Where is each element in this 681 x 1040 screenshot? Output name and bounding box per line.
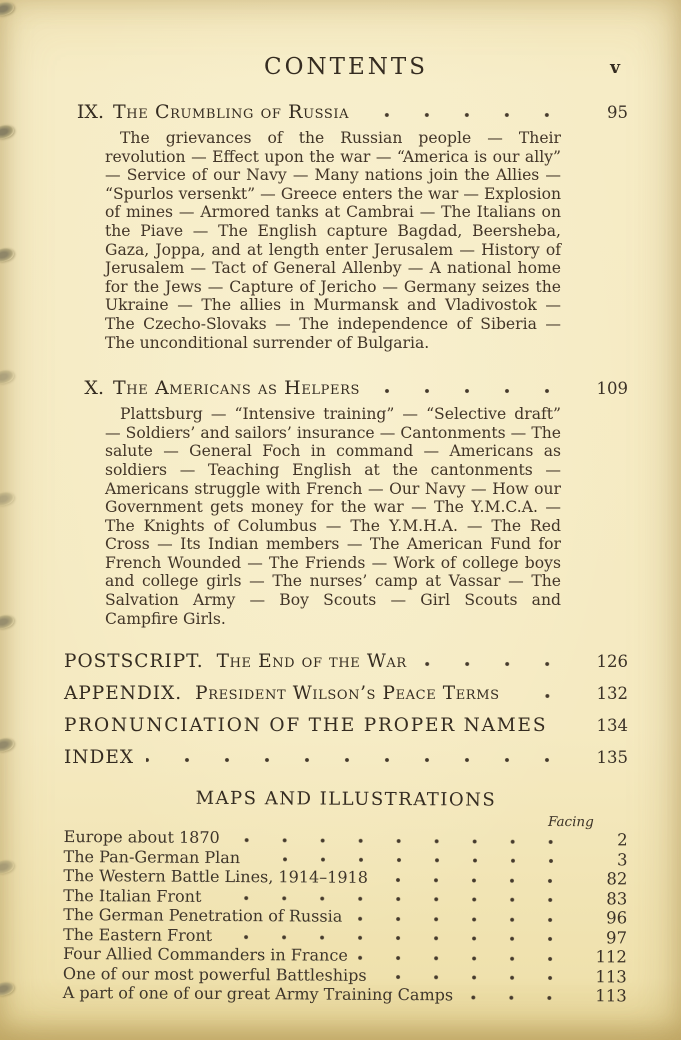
binding-stitch-mark — [0, 736, 15, 754]
dot-leader — [211, 895, 585, 903]
backmatter-title: The End of the War — [216, 651, 407, 673]
dot-leader — [378, 877, 586, 884]
map-page-number: 113 — [595, 966, 627, 987]
binding-stitch-mark — [0, 0, 15, 17]
map-title: The Italian Front — [63, 885, 202, 906]
backmatter-row-pronunciation — [64, 715, 628, 736]
dot-leader — [230, 837, 586, 845]
binding-stitch-mark — [0, 858, 15, 876]
binding-stitch-mark — [0, 490, 15, 508]
map-title: A part of one of our great Army Training Camps — [62, 983, 454, 1005]
binding-stitch-mark — [0, 123, 15, 141]
maps-and-illustrations-section — [63, 787, 628, 1006]
dot-leader — [372, 388, 584, 394]
map-title: Four Allied Commanders in France — [62, 944, 348, 965]
dot-leader — [377, 974, 585, 981]
map-page-number: 112 — [595, 947, 628, 967]
backmatter-page-number: 132 — [596, 684, 628, 704]
dot-leader — [463, 994, 585, 1001]
map-title: The Eastern Front — [63, 924, 213, 945]
backmatter-title: President Wilson’s Peace Terms — [195, 683, 500, 705]
backmatter-label: PRONUNCIATION OF THE PROPER NAMES — [64, 715, 548, 737]
map-page-number: 2 — [617, 830, 628, 850]
chapter-numeral: X. — [84, 377, 104, 400]
maps-section-title: MAPS AND ILLUSTRATIONS — [195, 788, 497, 811]
chapter-title: The Crumbling of Russia — [113, 101, 350, 123]
backmatter-label: INDEX — [64, 747, 135, 769]
binding-stitch-mark — [0, 368, 15, 386]
map-page-number: 96 — [606, 908, 628, 928]
toc-chapter-row — [64, 101, 628, 123]
backmatter-row-postscript — [64, 651, 628, 672]
backmatter-page-number: 126 — [596, 652, 628, 672]
dot-leader — [559, 725, 584, 731]
chapter-page-number: 109 — [596, 379, 628, 399]
folio-page-number: v — [610, 58, 620, 78]
backmatter-page-number: 134 — [596, 716, 628, 736]
map-title: The Western Battle Lines, 1914–1918 — [63, 866, 368, 888]
backmatter-page-number: 135 — [596, 748, 628, 768]
chapter-summary: The grievances of the Russian people — Their revolution — Effect upon the war — “America is our ally” — Service of our Navy — Many nations join the Allies — “Spurlos versenkt” — Greece enters the war — Explosion of mines — Armored tanks at Cambrai — The Italians on the Piave — The English capture Bagdad, Beersheba, Gaza, Joppa, and at length enter Jerusalem — History of Jerusalem — Tact of General Allenby — A national home for the Jews — Capture of Jericho — Germany seizes the Ukraine — The allies in Murmansk and Vladivostok — The Czecho-Slovaks — The independence of Siberia — The unconditional surrender of Bulgaria. — [105, 129, 561, 352]
map-page-number: 3 — [617, 850, 628, 870]
chapter-title: The Americans as Helpers — [113, 377, 360, 400]
chapter-summary: Plattsburg — “Intensive training” — “Selective draft” — Soldiers’ and sailors’ insurance — Cantonments — The salute — General Foch in command — Americans as soldiers — Teaching English at the cantonments — Americans struggle with French — Our Navy — How our Government gets money for the war — The Y.M.C.A. — The Knights of Columbus — The Y.M.H.A. — The Red Cross — Its Indian members — The American Fund for French Wounded — The Friends — Work of college boys and college girls — The nurses’ camp at Vassar — The Salvation Army — Boy Scouts — Girl Scouts and Campfire Girls. — [105, 405, 561, 628]
map-page-number: 82 — [606, 869, 628, 889]
page-header — [64, 54, 628, 86]
dot-leader — [512, 693, 584, 699]
facing-column-label: Facing — [548, 814, 594, 831]
dot-leader — [358, 955, 585, 962]
map-page-number: 83 — [606, 889, 628, 909]
dot-leader — [222, 934, 585, 942]
toc-chapter-row — [64, 377, 628, 399]
backmatter-row-appendix — [64, 683, 628, 704]
map-title: One of our most powerful Battleships — [62, 963, 367, 985]
chapter-page-number: 95 — [607, 103, 628, 122]
map-title: The Pan-German Plan — [63, 846, 241, 867]
binding-stitch-mark — [0, 980, 15, 998]
dot-leader — [361, 112, 584, 118]
map-list-item — [63, 983, 627, 1006]
page-title: CONTENTS — [264, 54, 428, 80]
map-title: Europe about 1870 — [63, 827, 220, 848]
map-page-number: 97 — [606, 928, 628, 948]
backmatter-label: POSTSCRIPT. — [64, 651, 204, 673]
binding-stitch-mark — [0, 613, 15, 631]
dot-leader — [146, 757, 584, 763]
dot-leader — [352, 916, 585, 923]
chapter-numeral: IX. — [76, 101, 104, 123]
map-title: The German Penetration of Russia — [63, 905, 343, 926]
map-page-number: 113 — [595, 986, 627, 1006]
backmatter-row-index — [64, 747, 628, 768]
dot-leader — [250, 856, 585, 864]
binding-stitch-mark — [0, 246, 15, 264]
dot-leader — [419, 661, 584, 667]
backmatter-label: APPENDIX. — [64, 683, 183, 705]
page-content — [62, 54, 628, 1006]
